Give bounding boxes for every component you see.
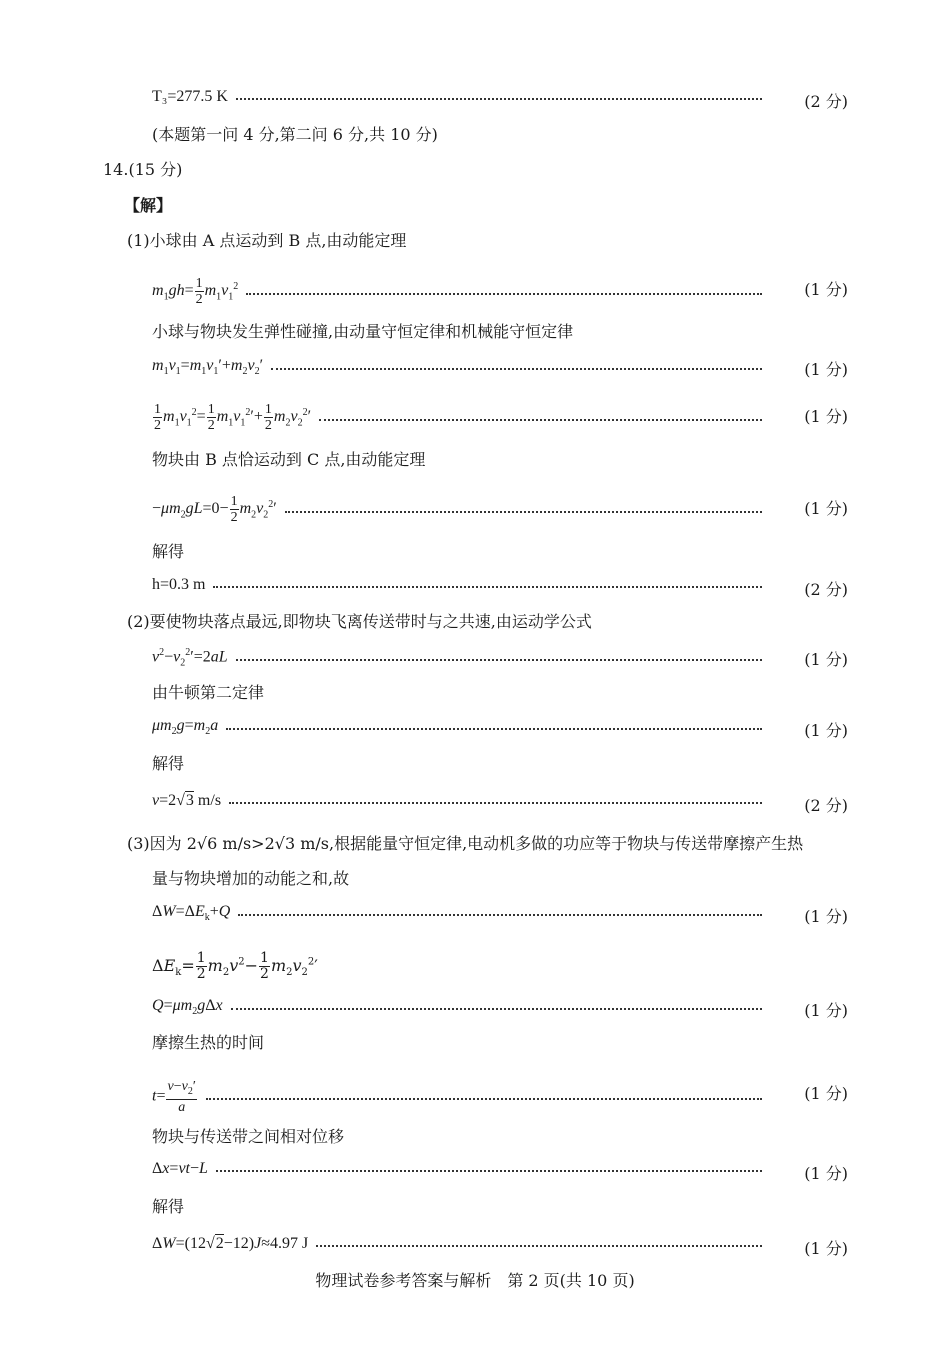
- dot-leader: [236, 659, 762, 661]
- dot-leader: [236, 98, 762, 100]
- equation-14: [152, 1235, 770, 1253]
- formula: Δx=vt−L: [152, 1160, 208, 1177]
- formula: $\Delta W=\Delta E_k+Q$: [152, 903, 231, 924]
- dot-leader: [213, 586, 762, 588]
- equation-5: [152, 576, 770, 594]
- equation-8: [152, 792, 770, 810]
- page-footer: 物理试卷参考答案与解析 第 2 页(共 10 页): [315, 1271, 635, 1290]
- formula: $Q=\mu m_2g\Delta x$: [152, 997, 223, 1018]
- part-3-text: (3)因为 2√6 m/s>2√3 m/s,根据能量守恒定律,电动机多做的功应等于物块与传送带摩擦产生热: [127, 834, 804, 853]
- solve-text: 解得: [152, 542, 185, 561]
- formula: v=2√3 m/s: [152, 792, 222, 809]
- dot-leader: [316, 1245, 762, 1247]
- dot-leader: [246, 293, 762, 295]
- equation-11: [152, 997, 770, 1017]
- equation-3: [152, 402, 770, 433]
- paragraph: 量与物块增加的动能之和,故: [152, 869, 350, 888]
- dot-leader: [216, 1170, 762, 1172]
- equation-6: [152, 647, 770, 669]
- paragraph: 摩擦生热的时间: [152, 1033, 265, 1052]
- solution-heading: 【解】: [124, 196, 173, 215]
- dot-leader: [271, 368, 762, 370]
- paragraph: 小球与物块发生弹性碰撞,由动量守恒定律和机械能守恒定律: [152, 322, 574, 341]
- paragraph: 物块由 B 点恰运动到 C 点,由动能定理: [152, 450, 426, 469]
- solve-text: 解得: [152, 1197, 185, 1216]
- paragraph: 物块与传送带之间相对位移: [152, 1127, 345, 1146]
- score-label: (1 分): [804, 499, 848, 518]
- score-label: (2 分): [804, 796, 848, 815]
- dot-leader: [231, 1008, 762, 1010]
- score-label: (1 分): [804, 650, 848, 669]
- score-label: (1 分): [804, 1084, 848, 1103]
- formula: $-\mu m_2gL=0-$ $\frac{1}{2}$ $m_2v_2^2'$: [152, 494, 277, 525]
- dot-leader: [206, 1098, 762, 1100]
- score-label: (1 分): [804, 360, 848, 379]
- paragraph: 由牛顿第二定律: [152, 683, 265, 702]
- formula: $v^2-v_2^2'=2aL$: [152, 647, 228, 669]
- formula: $\mu m_2g=m_2a$: [152, 717, 219, 738]
- score-label: (2 分): [804, 580, 848, 599]
- formula: t= $\frac{v-v_2'}{a}$: [152, 1079, 196, 1115]
- solve-text: 解得: [152, 754, 185, 773]
- part-1-text: (1)小球由 A 点运动到 B 点,由动能定理: [127, 231, 407, 250]
- equation-9: [152, 903, 770, 923]
- dot-leader: [229, 802, 762, 804]
- equation-12: [152, 1079, 770, 1115]
- scoring-note: (本题第一问 4 分,第二问 6 分,共 10 分): [152, 125, 438, 144]
- score-label: (1 分): [804, 721, 848, 740]
- formula: T₃=277.5 K: [152, 88, 228, 105]
- formula: $m_1gh=$ $\frac{1}{2}$ $m_1v_1^2$: [152, 276, 239, 307]
- equation-13: [152, 1160, 770, 1178]
- equation-1: [152, 276, 770, 307]
- equation-4: [152, 494, 770, 525]
- equation-7: [152, 717, 770, 737]
- dot-leader: [285, 511, 762, 513]
- dot-leader: [319, 419, 762, 421]
- part-2-text: (2)要使物块落点最远,即物块飞离传送带时与之共速,由运动学公式: [127, 612, 592, 631]
- dot-leader: [226, 728, 762, 730]
- score-label: (1 分): [804, 907, 848, 926]
- score-label: (1 分): [804, 280, 848, 299]
- answer-line-t3: [152, 88, 770, 106]
- formula: $\frac{1}{2}$ $m_1v_1^2=$ $\frac{1}{2}$ $m_1v_1^2'+$ $\frac{1}{2}$ $m_2v_2^2'$: [154, 402, 312, 433]
- question-number: 14.(15 分): [103, 160, 183, 179]
- score-label: (2 分): [804, 92, 848, 111]
- equation-2: [152, 357, 770, 377]
- score-label: (1 分): [804, 1239, 848, 1258]
- score-label: (1 分): [804, 1001, 848, 1020]
- dot-leader: [238, 914, 762, 916]
- score-label: (1 分): [804, 407, 848, 426]
- equation-10: $\Delta E_k=$ $\frac{1}{2}$ $m_2v^2-$ $\frac{1}{2}$ $m_2v_2^2'$: [152, 950, 318, 982]
- formula: ΔW=(12√2−12)J≈4.97 J: [152, 1235, 309, 1252]
- formula: h=0.3 m: [152, 576, 206, 593]
- score-label: (1 分): [804, 1164, 848, 1183]
- formula: $m_1v_1=m_1v_1'+m_2v_2'$: [152, 357, 264, 378]
